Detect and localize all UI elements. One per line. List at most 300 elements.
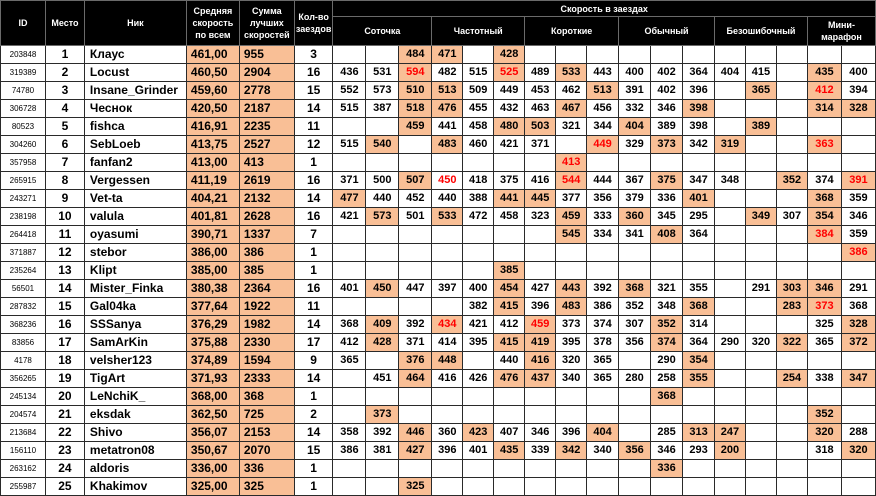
table-row[interactable]: [1, 460, 876, 478]
race-speed: [745, 370, 776, 388]
race-speed: 314: [807, 100, 841, 118]
place: 14: [45, 280, 84, 298]
race-speed: 404: [587, 424, 619, 442]
race-count: 14: [294, 100, 333, 118]
race-count: 12: [294, 136, 333, 154]
player-id: 356265: [1, 370, 46, 388]
race-speed: 291: [841, 280, 875, 298]
race-speed: 378: [587, 334, 619, 352]
race-speed: [366, 478, 399, 496]
race-speed: 325: [807, 316, 841, 334]
race-speed: [463, 352, 494, 370]
race-speed: 382: [463, 298, 494, 316]
place: 4: [45, 100, 84, 118]
race-speed: [463, 262, 494, 280]
race-speed: [807, 244, 841, 262]
table-row[interactable]: [1, 352, 876, 370]
race-speed: 365: [587, 370, 619, 388]
race-speed: 346: [525, 424, 556, 442]
header-group-obychny[interactable]: Обычный: [619, 17, 715, 46]
nickname: Клаус: [84, 46, 186, 64]
race-speed: [807, 388, 841, 406]
race-speed: [399, 226, 432, 244]
race-speed: 459: [556, 208, 587, 226]
race-speed: [745, 478, 776, 496]
race-speed: [525, 154, 556, 172]
race-speed: 515: [333, 136, 366, 154]
race-speed: 445: [525, 190, 556, 208]
race-count: 1: [294, 154, 333, 172]
race-speed: 396: [683, 82, 715, 100]
race-speed: [333, 298, 366, 316]
header-best-speed-sum[interactable]: Сумма лучших скоростей: [239, 1, 294, 46]
race-speed: 322: [776, 334, 807, 352]
race-speed: [715, 190, 746, 208]
race-speed: 540: [366, 136, 399, 154]
best-speed-sum: 368: [239, 388, 294, 406]
race-speed: 441: [432, 118, 463, 136]
race-speed: 348: [715, 172, 746, 190]
race-speed: 452: [399, 190, 432, 208]
race-speed: 573: [366, 208, 399, 226]
table-row[interactable]: [1, 190, 876, 208]
player-id: 304260: [1, 136, 46, 154]
race-speed: 456: [587, 100, 619, 118]
race-speed: 344: [587, 118, 619, 136]
race-speed: 374: [587, 316, 619, 334]
race-speed: 363: [807, 136, 841, 154]
race-speed: 359: [841, 226, 875, 244]
race-speed: [556, 46, 587, 64]
race-speed: [525, 478, 556, 496]
average-speed: 374,89: [186, 352, 239, 370]
race-speed: 346: [807, 280, 841, 298]
average-speed: 380,38: [186, 280, 239, 298]
race-speed: 462: [556, 82, 587, 100]
table-row[interactable]: [1, 118, 876, 136]
race-speed: 451: [366, 370, 399, 388]
race-speed: 467: [556, 100, 587, 118]
race-speed: 371: [399, 334, 432, 352]
race-speed: [463, 46, 494, 64]
race-speed: 319: [715, 136, 746, 154]
average-speed: 411,19: [186, 172, 239, 190]
race-speed: 293: [683, 442, 715, 460]
race-speed: 381: [366, 442, 399, 460]
race-speed: 515: [333, 100, 366, 118]
nickname: SamArKin: [84, 334, 186, 352]
race-speed: 368: [651, 388, 683, 406]
race-speed: [432, 226, 463, 244]
place: 3: [45, 82, 84, 100]
race-speed: 402: [651, 64, 683, 82]
race-speed: 483: [556, 298, 587, 316]
race-speed: [619, 352, 651, 370]
race-speed: [745, 136, 776, 154]
race-speed: 459: [399, 118, 432, 136]
race-speed: 379: [619, 190, 651, 208]
race-speed: [745, 298, 776, 316]
average-speed: 401,81: [186, 208, 239, 226]
race-speed: 450: [432, 172, 463, 190]
best-speed-sum: 2330: [239, 334, 294, 352]
race-speed: [333, 244, 366, 262]
race-speed: 396: [525, 298, 556, 316]
race-speed: [745, 100, 776, 118]
race-speed: [807, 352, 841, 370]
race-speed: 432: [494, 100, 525, 118]
race-speed: 389: [745, 118, 776, 136]
nickname: Khakimov: [84, 478, 186, 496]
header-place[interactable]: Место: [45, 1, 84, 46]
race-speed: [399, 460, 432, 478]
nickname: SSSanya: [84, 316, 186, 334]
race-speed: 476: [494, 370, 525, 388]
race-speed: [651, 406, 683, 424]
race-speed: [745, 424, 776, 442]
header-group-sotochka[interactable]: Соточка: [333, 17, 432, 46]
race-speed: 283: [776, 298, 807, 316]
race-speed: 421: [333, 208, 366, 226]
race-speed: 391: [619, 82, 651, 100]
race-speed: [399, 262, 432, 280]
table-row[interactable]: [1, 64, 876, 82]
race-speed: 358: [333, 424, 366, 442]
best-speed-sum: 2628: [239, 208, 294, 226]
race-speed: [715, 46, 746, 64]
best-speed-sum: 2187: [239, 100, 294, 118]
race-speed: [841, 352, 875, 370]
race-speed: [807, 262, 841, 280]
table-row[interactable]: [1, 208, 876, 226]
best-speed-sum: 2904: [239, 64, 294, 82]
race-speed: 365: [587, 352, 619, 370]
race-speed: 458: [463, 118, 494, 136]
nickname: Vergessen: [84, 172, 186, 190]
race-speed: 385: [494, 262, 525, 280]
race-speed: 333: [587, 208, 619, 226]
race-speed: 408: [651, 226, 683, 244]
race-speed: 513: [432, 82, 463, 100]
table-row[interactable]: [1, 244, 876, 262]
header-group-bezoshibochny[interactable]: Безошибочный: [715, 17, 808, 46]
race-count: 14: [294, 424, 333, 442]
player-id: 235264: [1, 262, 46, 280]
race-speed: [683, 262, 715, 280]
header-group-korotkie[interactable]: Короткие: [525, 17, 619, 46]
race-speed: [651, 262, 683, 280]
race-speed: 374: [807, 172, 841, 190]
race-speed: 513: [587, 82, 619, 100]
nickname: Mister_Finka: [84, 280, 186, 298]
race-speed: 354: [683, 352, 715, 370]
race-speed: [745, 190, 776, 208]
race-speed: [525, 388, 556, 406]
race-speed: 346: [651, 100, 683, 118]
race-speed: 428: [366, 334, 399, 352]
header-group-mini-marathon[interactable]: Мини-марафон: [807, 17, 875, 46]
nickname: velsher123: [84, 352, 186, 370]
table-row[interactable]: [1, 298, 876, 316]
table-row[interactable]: [1, 388, 876, 406]
race-speed: 437: [525, 370, 556, 388]
table-row[interactable]: [1, 424, 876, 442]
race-speed: 368: [683, 298, 715, 316]
race-speed: 440: [432, 190, 463, 208]
place: 11: [45, 226, 84, 244]
race-speed: [776, 478, 807, 496]
place: 13: [45, 262, 84, 280]
best-speed-sum: 2153: [239, 424, 294, 442]
table-row[interactable]: [1, 100, 876, 118]
race-speed: [333, 370, 366, 388]
race-speed: 368: [619, 280, 651, 298]
best-speed-sum: 385: [239, 262, 294, 280]
race-count: 9: [294, 352, 333, 370]
race-speed: 435: [494, 442, 525, 460]
player-id: 80523: [1, 118, 46, 136]
average-speed: 413,00: [186, 154, 239, 172]
race-speed: [776, 64, 807, 82]
best-speed-sum: 725: [239, 406, 294, 424]
player-id: 238198: [1, 208, 46, 226]
player-id: 74780: [1, 82, 46, 100]
race-speed: [651, 244, 683, 262]
race-speed: [333, 46, 366, 64]
race-speed: [776, 82, 807, 100]
race-speed: 346: [841, 208, 875, 226]
race-speed: [745, 316, 776, 334]
race-speed: [366, 352, 399, 370]
race-speed: [841, 460, 875, 478]
race-speed: 352: [651, 316, 683, 334]
race-speed: 573: [366, 82, 399, 100]
race-speed: 409: [366, 316, 399, 334]
player-id: 156110: [1, 442, 46, 460]
table-row[interactable]: [1, 280, 876, 298]
race-speed: [525, 244, 556, 262]
player-id: 255987: [1, 478, 46, 496]
race-speed: [807, 460, 841, 478]
place: 8: [45, 172, 84, 190]
race-speed: 416: [525, 352, 556, 370]
place: 6: [45, 136, 84, 154]
place: 9: [45, 190, 84, 208]
race-speed: 415: [494, 298, 525, 316]
header-group-chastotny[interactable]: Частотный: [432, 17, 525, 46]
header-nick[interactable]: Ник: [84, 1, 186, 46]
race-speed: [619, 406, 651, 424]
race-speed: 515: [463, 64, 494, 82]
race-speed: [463, 244, 494, 262]
race-speed: 401: [463, 442, 494, 460]
average-speed: 362,50: [186, 406, 239, 424]
race-speed: [587, 154, 619, 172]
race-speed: [715, 316, 746, 334]
race-speed: 394: [841, 82, 875, 100]
race-speed: 464: [399, 370, 432, 388]
best-speed-sum: 1337: [239, 226, 294, 244]
table-row[interactable]: [1, 370, 876, 388]
race-speed: 400: [841, 64, 875, 82]
race-count: 11: [294, 118, 333, 136]
race-speed: [525, 460, 556, 478]
race-speed: 373: [807, 298, 841, 316]
race-speed: 463: [525, 100, 556, 118]
race-speed: 280: [619, 370, 651, 388]
average-speed: 390,71: [186, 226, 239, 244]
place: 19: [45, 370, 84, 388]
race-speed: 328: [841, 100, 875, 118]
race-count: 14: [294, 190, 333, 208]
race-speed: 459: [525, 316, 556, 334]
race-speed: 373: [651, 136, 683, 154]
race-speed: 388: [463, 190, 494, 208]
race-speed: [333, 460, 366, 478]
race-speed: [776, 118, 807, 136]
race-speed: 421: [463, 316, 494, 334]
table-row[interactable]: [1, 46, 876, 64]
table-row[interactable]: [1, 154, 876, 172]
race-speed: [715, 370, 746, 388]
race-count: 17: [294, 334, 333, 352]
race-speed: 376: [399, 352, 432, 370]
race-speed: 404: [715, 64, 746, 82]
race-speed: [776, 46, 807, 64]
race-speed: 421: [494, 136, 525, 154]
race-speed: 340: [587, 442, 619, 460]
race-speed: [366, 226, 399, 244]
place: 17: [45, 334, 84, 352]
race-count: 16: [294, 172, 333, 190]
race-speed: 365: [807, 334, 841, 352]
race-speed: [807, 154, 841, 172]
header-id[interactable]: ID: [1, 1, 46, 46]
place: 7: [45, 154, 84, 172]
average-speed: 356,07: [186, 424, 239, 442]
race-speed: 458: [494, 208, 525, 226]
race-speed: [333, 478, 366, 496]
race-speed: 360: [619, 208, 651, 226]
race-speed: 364: [683, 226, 715, 244]
race-speed: 328: [841, 316, 875, 334]
race-speed: 418: [463, 172, 494, 190]
table-row[interactable]: [1, 136, 876, 154]
race-speed: [715, 226, 746, 244]
race-speed: 377: [556, 190, 587, 208]
table-row[interactable]: [1, 316, 876, 334]
place: 15: [45, 298, 84, 316]
player-id: 371887: [1, 244, 46, 262]
place: 18: [45, 352, 84, 370]
nickname: valula: [84, 208, 186, 226]
race-speed: 509: [463, 82, 494, 100]
race-speed: 373: [366, 406, 399, 424]
race-speed: [556, 406, 587, 424]
race-speed: 355: [683, 280, 715, 298]
table-row[interactable]: [1, 478, 876, 496]
race-speed: 401: [333, 280, 366, 298]
race-speed: [776, 442, 807, 460]
race-speed: [366, 388, 399, 406]
race-speed: [587, 388, 619, 406]
race-speed: 200: [715, 442, 746, 460]
race-speed: 354: [807, 208, 841, 226]
race-speed: [399, 406, 432, 424]
race-speed: [745, 352, 776, 370]
race-speed: 428: [494, 46, 525, 64]
race-speed: 303: [776, 280, 807, 298]
race-speed: 533: [556, 64, 587, 82]
nickname: metatron08: [84, 442, 186, 460]
race-speed: [745, 262, 776, 280]
table-row[interactable]: [1, 406, 876, 424]
race-speed: 407: [494, 424, 525, 442]
race-speed: [715, 478, 746, 496]
race-speed: [807, 118, 841, 136]
race-speed: [432, 154, 463, 172]
table-row[interactable]: [1, 262, 876, 280]
race-speed: 414: [432, 334, 463, 352]
place: 23: [45, 442, 84, 460]
race-speed: [366, 154, 399, 172]
race-speed: [463, 154, 494, 172]
race-speed: 449: [587, 136, 619, 154]
race-speed: 446: [399, 424, 432, 442]
race-speed: 434: [432, 316, 463, 334]
race-count: 14: [294, 370, 333, 388]
race-speed: 427: [525, 280, 556, 298]
average-speed: 375,88: [186, 334, 239, 352]
race-speed: 386: [333, 442, 366, 460]
race-speed: [366, 262, 399, 280]
race-speed: 384: [807, 226, 841, 244]
race-speed: 453: [525, 82, 556, 100]
race-speed: [841, 118, 875, 136]
header-average-speed[interactable]: Средняя скорость по всем: [186, 1, 239, 46]
race-speed: [776, 154, 807, 172]
race-speed: [619, 460, 651, 478]
race-speed: 415: [745, 64, 776, 82]
race-speed: 345: [651, 208, 683, 226]
table-row[interactable]: [1, 334, 876, 352]
race-speed: 441: [494, 190, 525, 208]
race-speed: [587, 460, 619, 478]
player-id: 368236: [1, 316, 46, 334]
table-row[interactable]: [1, 172, 876, 190]
nickname: Gal04ka: [84, 298, 186, 316]
nickname: eksdak: [84, 406, 186, 424]
table-row[interactable]: [1, 82, 876, 100]
place: 20: [45, 388, 84, 406]
place: 10: [45, 208, 84, 226]
race-speed: [463, 388, 494, 406]
race-speed: 413: [556, 154, 587, 172]
race-speed: 392: [587, 280, 619, 298]
race-speed: 455: [463, 100, 494, 118]
race-speed: [807, 46, 841, 64]
header-speeds-title: Скорость в заездах: [333, 1, 876, 17]
table-row[interactable]: [1, 226, 876, 244]
race-speed: 318: [807, 442, 841, 460]
player-id: 83856: [1, 334, 46, 352]
race-speed: [745, 406, 776, 424]
header-race-count[interactable]: Кол-во заездов: [294, 1, 333, 46]
race-speed: [366, 46, 399, 64]
nickname: stebor: [84, 244, 186, 262]
table-row[interactable]: [1, 442, 876, 460]
race-speed: 471: [432, 46, 463, 64]
